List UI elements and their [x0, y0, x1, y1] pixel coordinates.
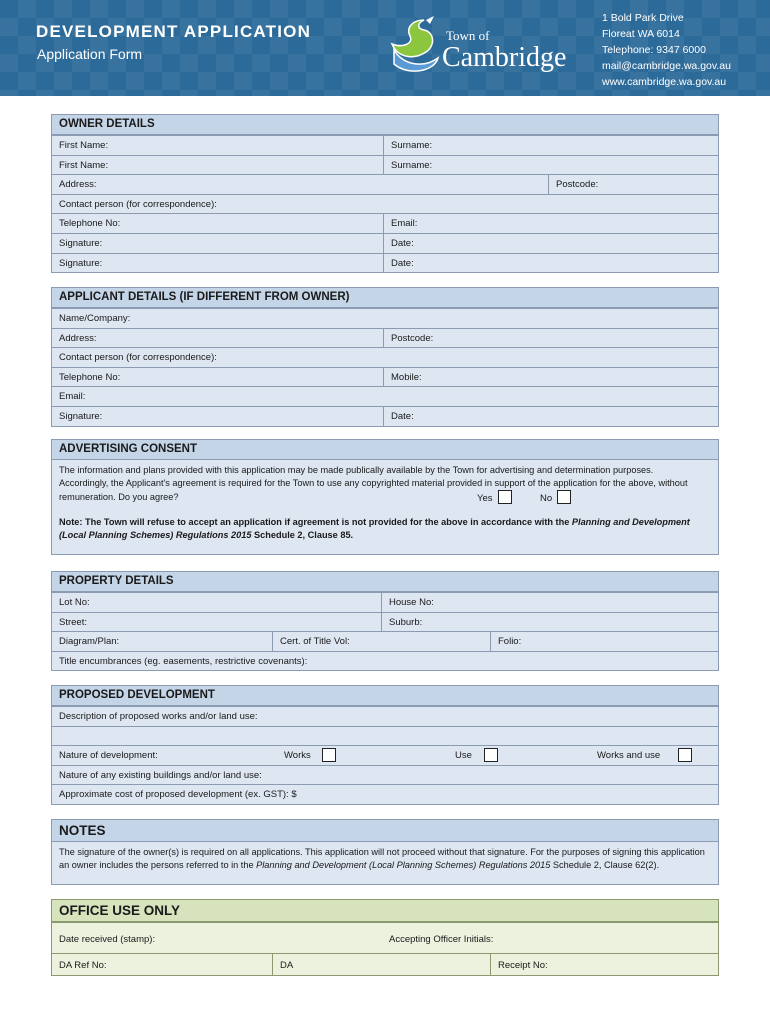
property-details-heading: PROPERTY DETAILS — [52, 572, 718, 592]
notes-body — [52, 842, 718, 884]
applicant-email[interactable]: Email: — [59, 391, 86, 403]
office-date-received[interactable]: Date received (stamp): — [59, 934, 156, 945]
consent-yes-label: Yes — [477, 493, 493, 504]
office-ref-row — [52, 953, 718, 975]
property-encumbrances[interactable]: Title encumbrances (eg. easements, restrictive covenants): — [59, 655, 308, 667]
advertising-consent-section — [51, 439, 719, 555]
consent-no-label: No — [540, 493, 553, 504]
property-cert-title-vol[interactable]: Cert. of Title Vol: — [272, 632, 490, 651]
property-title-row — [52, 631, 718, 651]
applicant-date[interactable]: Date: — [383, 407, 718, 426]
logo-name-text: Cambridge — [442, 42, 567, 73]
owner-signature-2[interactable]: Signature: — [59, 257, 103, 269]
proposed-development-heading: PROPOSED DEVELOPMENT — [52, 686, 718, 706]
owner-first-name-2[interactable]: First Name: — [59, 159, 109, 171]
proposed-existing-use[interactable]: Nature of any existing buildings and/or land use: — [59, 769, 262, 781]
office-receipt-no[interactable]: Receipt No: — [490, 954, 718, 975]
property-details-section — [51, 571, 719, 671]
owner-signature-1[interactable]: Signature: — [59, 237, 103, 249]
advertising-note-text: Note: The Town will refuse to accept an application if agreement is not provided for the above in accordance with the — [59, 517, 572, 527]
proposed-description[interactable]: Description of proposed works and/or land use: — [59, 711, 258, 722]
property-suburb[interactable]: Suburb: — [381, 613, 718, 632]
applicant-name-row — [52, 308, 718, 328]
applicant-contact-row — [52, 347, 718, 367]
notes-regulation: Planning and Development (Local Planning Schemes) Regulations 2015 — [256, 860, 551, 871]
office-da-ref-no[interactable]: DA Ref No: — [59, 960, 107, 971]
nature-works-label: Works — [284, 750, 311, 762]
applicant-details-section — [51, 287, 719, 427]
proposed-cost[interactable]: Approximate cost of proposed development (ex. GST): $ — [59, 789, 297, 801]
office-officer-initials[interactable]: Accepting Officer Initials: — [389, 934, 494, 945]
owner-name-row-2 — [52, 155, 718, 175]
advertising-consent-text: The information and plans provided with this application may be made publically available by the Town for advertising and determination purposes. Accordingly, the Applicant's agreement is required for the Town to use any copyrighted material provided in support of the application for the above, without remuneration. Do you agree? — [59, 465, 688, 502]
owner-contact-person[interactable]: Contact person (for correspondence): — [59, 198, 217, 210]
proposed-development-section — [51, 685, 719, 805]
advertising-note — [59, 516, 709, 543]
nature-use-label: Use — [455, 750, 472, 762]
advertising-note-regulation: Planning and Development (Local Planning Schemes) Regulations 2015 — [59, 517, 690, 541]
contact-block — [602, 10, 731, 90]
owner-details-section — [51, 114, 719, 273]
notes-heading: NOTES — [52, 820, 718, 842]
contact-suburb: Floreat WA 6014 — [602, 28, 680, 40]
proposed-nature-label: Nature of development: — [59, 750, 158, 762]
advertising-consent-heading: ADVERTISING CONSENT — [52, 440, 718, 460]
proposed-description-continued[interactable] — [52, 727, 718, 746]
owner-telephone[interactable]: Telephone No: — [59, 218, 121, 230]
swan-logo-icon — [384, 14, 444, 80]
contact-email: mail@cambridge.wa.gov.au — [602, 60, 731, 72]
applicant-email-row — [52, 386, 718, 406]
property-street[interactable]: Street: — [59, 616, 87, 628]
owner-postcode[interactable]: Postcode: — [548, 175, 718, 194]
proposed-nature-row — [52, 745, 718, 765]
contact-telephone: Telephone: 9347 6000 — [602, 44, 706, 56]
applicant-contact-person[interactable]: Contact person (for correspondence): — [59, 352, 217, 364]
applicant-phone-row — [52, 367, 718, 387]
owner-email[interactable]: Email: — [383, 214, 718, 233]
office-use-heading: OFFICE USE ONLY — [52, 900, 718, 922]
owner-contact-row — [52, 194, 718, 214]
form-subtitle: Application Form — [37, 46, 143, 62]
applicant-name-company[interactable]: Name/Company: — [59, 313, 131, 324]
consent-yes-checkbox[interactable] — [498, 490, 512, 504]
advertising-consent-body — [52, 460, 718, 554]
advertising-note-clause: Schedule 2, Clause 85. — [251, 530, 354, 541]
notes-clause: Schedule 2, Clause 62(2). — [550, 860, 660, 871]
owner-surname-2[interactable]: Surname: — [383, 156, 718, 175]
property-folio[interactable]: Folio: — [490, 632, 718, 651]
nature-works-and-use-checkbox[interactable] — [678, 748, 692, 762]
contact-website: www.cambridge.wa.gov.au — [602, 76, 727, 88]
notes-text: The signature of the owner(s) is required on all applications. This application will not proceed without that signature. For the purposes of signing this application an owner includes the persons referred to in the — [59, 847, 705, 871]
owner-surname-1[interactable]: Surname: — [383, 136, 718, 155]
owner-date-1[interactable]: Date: — [383, 234, 718, 253]
nature-works-checkbox[interactable] — [322, 748, 336, 762]
owner-phone-row — [52, 213, 718, 233]
page-header — [0, 0, 770, 96]
applicant-address[interactable]: Address: — [59, 332, 97, 344]
owner-address-row — [52, 174, 718, 194]
office-da[interactable]: DA — [272, 954, 490, 975]
property-house-no[interactable]: House No: — [381, 593, 718, 612]
owner-address[interactable]: Address: — [59, 179, 97, 191]
owner-details-heading: OWNER DETAILS — [52, 115, 718, 135]
notes-section — [51, 819, 719, 885]
property-diagram-plan[interactable]: Diagram/Plan: — [59, 636, 120, 648]
applicant-signature[interactable]: Signature: — [59, 410, 103, 422]
property-lot-no[interactable]: Lot No: — [59, 597, 90, 608]
owner-date-2[interactable]: Date: — [383, 254, 718, 273]
owner-name-row-1 — [52, 135, 718, 155]
nature-use-checkbox[interactable] — [484, 748, 498, 762]
owner-first-name-1[interactable]: First Name: — [59, 140, 109, 151]
contact-address: 1 Bold Park Drive — [602, 12, 684, 24]
proposed-description-blank-row — [52, 726, 718, 746]
nature-works-and-use-label: Works and use — [597, 750, 661, 762]
form-title: DEVELOPMENT APPLICATION — [36, 22, 312, 41]
owner-signature-row-1 — [52, 233, 718, 253]
town-logo — [384, 14, 589, 80]
proposed-existing-row — [52, 765, 718, 785]
proposed-cost-row — [52, 784, 718, 804]
applicant-signature-row — [52, 406, 718, 426]
applicant-mobile[interactable]: Mobile: — [383, 368, 718, 387]
office-use-section — [51, 899, 719, 976]
proposed-description-row — [52, 706, 718, 726]
logo-town-text: Town of — [446, 28, 490, 43]
consent-no-checkbox[interactable] — [557, 490, 571, 504]
applicant-telephone[interactable]: Telephone No: — [59, 371, 121, 383]
property-street-row — [52, 612, 718, 632]
office-received-row — [52, 922, 718, 953]
applicant-postcode[interactable]: Postcode: — [383, 329, 718, 348]
property-lot-row — [52, 592, 718, 612]
owner-signature-row-2 — [52, 253, 718, 273]
property-encumbrances-row — [52, 651, 718, 671]
applicant-address-row — [52, 328, 718, 348]
applicant-details-heading: APPLICANT DETAILS (IF DIFFERENT FROM OWNER) — [52, 288, 718, 308]
